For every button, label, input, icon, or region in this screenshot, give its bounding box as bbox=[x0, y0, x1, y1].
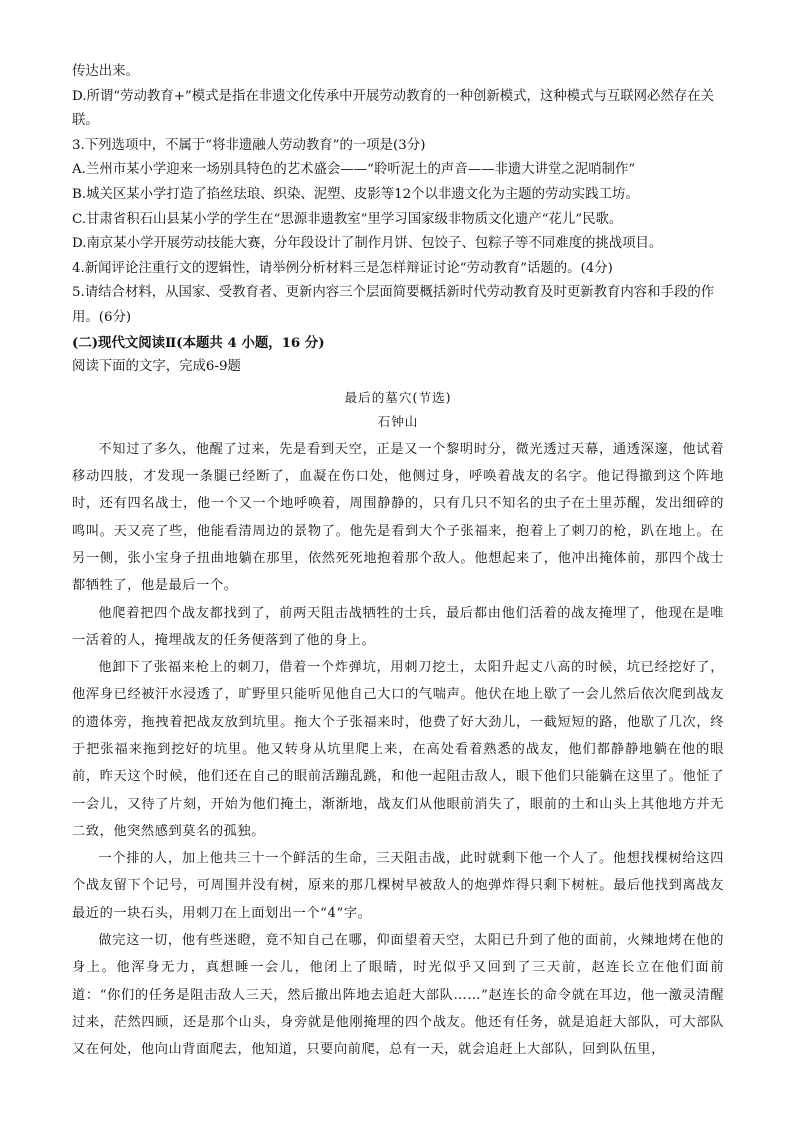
prev-option-d: D.所谓“劳动教育+”模式是指在非遗文化传承中开展劳动教育的一种创新模式，这种模式与互联网必然存在关联。 bbox=[72, 88, 715, 129]
prev-question-tail: 传达出来。 bbox=[72, 64, 139, 79]
section-heading: (二)现代文阅读Ⅱ(本题共 4 小题，16 分) bbox=[72, 334, 325, 351]
question-3-option-d: D.南京某小学开展劳动技能大赛，分年段设计了制作月饼、包饺子、包粽子等不同难度的挑战项目。 bbox=[72, 236, 663, 252]
story-paragraph: 一个排的人，加上他共三十一个鲜活的生命，三天阻击战，此时就剩下他一个人了。他想找棵树给这四个战友留下个记号，可周围并没有树，原来的那几棵树早被敌人的炮弹炸得只剩下树桩。最后他找到离战友最近的一块石头，用刺刀在上面划出一个“4”字。 bbox=[72, 851, 724, 921]
question-3-option-b: B.城关区某小学打造了掐丝珐琅、织染、泥塑、皮影等12个以非遗文化为主题的劳动实践工坊。 bbox=[72, 186, 639, 202]
story-title: 最后的墓穴(节选) bbox=[344, 389, 452, 405]
story-paragraph: 做完这一切，他有些迷瞪，竟不知自己在哪，仰面望着天空，太阳已升到了他的面前，火辣地烤在他的身上。他浑身无力，真想睡一会儿，他闭上了眼睛，时光似乎又回到了三天前，赵连长立在他们面前道：“你们的任务是阻击敌人三天，然后撤出阵地去追赶大部队……”赵连长的命令就在耳边，他一激灵清醒过来，茫然四顾，还是那个山头，身旁就是他刚掩埋的四个战友。他还有任务，就是追赶大部队，可大部队又在何处，他向山背面爬去，他知道，只要向前爬，总有一天，就会追赶上大部队，回到队伍里， bbox=[72, 933, 724, 1058]
story-body bbox=[72, 436, 724, 1064]
question-3-option-c: C.甘肃省积石山县某小学的学生在“思源非遗教室”里学习国家级非物质文化遗产“花儿”民歌。 bbox=[72, 211, 623, 227]
story-paragraph: 不知过了多久，他醒了过来，先是看到天空，正是又一个黎明时分，微光透过天幕，通透深邃，他试着移动四肢，才发现一条腿已经断了，血凝在伤口处，他侧过身，呼唤着战友的名字。他记得撤到这个阵地时，还有四名战士，他一个又一个地呼唤着，周围静静的，只有几只不知名的虫子在土里苏醒，发出细碎的鸣叫。天又亮了些，他能看清周边的景物了。他先是看到大个子张福来，抱着上了刺刀的枪，趴在地上。在另一侧，张小宝身子扭曲地躺在那里，依然死死地抱着那个敌人。他想起来了，他冲出掩体前，那四个战士都牺牲了，他是最后一个。 bbox=[72, 441, 724, 594]
reading-instruction: 阅读下面的文字，完成6-9题 bbox=[72, 359, 241, 375]
question-4: 4.新闻评论注重行文的逻辑性，请举例分析材料三是怎样辩证讨论“劳动教育”话题的。(4分) bbox=[72, 260, 613, 276]
story-paragraph: 他卸下了张福来枪上的刺刀，借着一个炸弹坑，用刺刀挖土，太阳升起丈八高的时候，坑已经挖好了，他浑身已经被汗水浸透了，旷野里只能听见他自己大口的气喘声。他伏在地上歇了一会儿然后依次爬到战友的遗体旁，拖拽着把战友放到坑里。拖大个子张福来时，他费了好大劲儿，一截短短的路，他歇了几次，终于把张福来拖到挖好的坑里。他又转身从坑里爬上来，在高处看着熟悉的战友，他们都静静地躺在他的眼前，昨天这个时候，他们还在自己的眼前活蹦乱跳，和他一起阻击敌人，眼下他们只能躺在这里了。他怔了一会儿，又待了片刻，开始为他们掩土，渐渐地，战友们从他眼前消失了，眼前的土和山头上其他地方并无二致，他突然感到莫名的孤独。 bbox=[72, 660, 724, 839]
question-block bbox=[72, 60, 724, 331]
question-3-stem: 3.下列选项中，不属于“将非遗融人劳动教育”的一项是(3分) bbox=[72, 137, 426, 153]
question-3-option-a: A.兰州市某小学迎来一场别具特色的艺术盛会——“聆听泥土的声音——非遗大讲堂之泥哨制作” bbox=[72, 162, 636, 178]
question-5: 5.请结合材料，从国家、受教育者、更新内容三个层面简要概括新时代劳动教育及时更新教育内容和手段的作用。(6分) bbox=[72, 285, 715, 325]
story-author: 石钟山 bbox=[377, 413, 419, 429]
story-paragraph: 他爬着把四个战友都找到了，前两天阻击战牺牲的士兵，最后都由他们活着的战友掩埋了，他现在是唯一活着的人，掩埋战友的任务便落到了他的身上。 bbox=[72, 605, 724, 648]
